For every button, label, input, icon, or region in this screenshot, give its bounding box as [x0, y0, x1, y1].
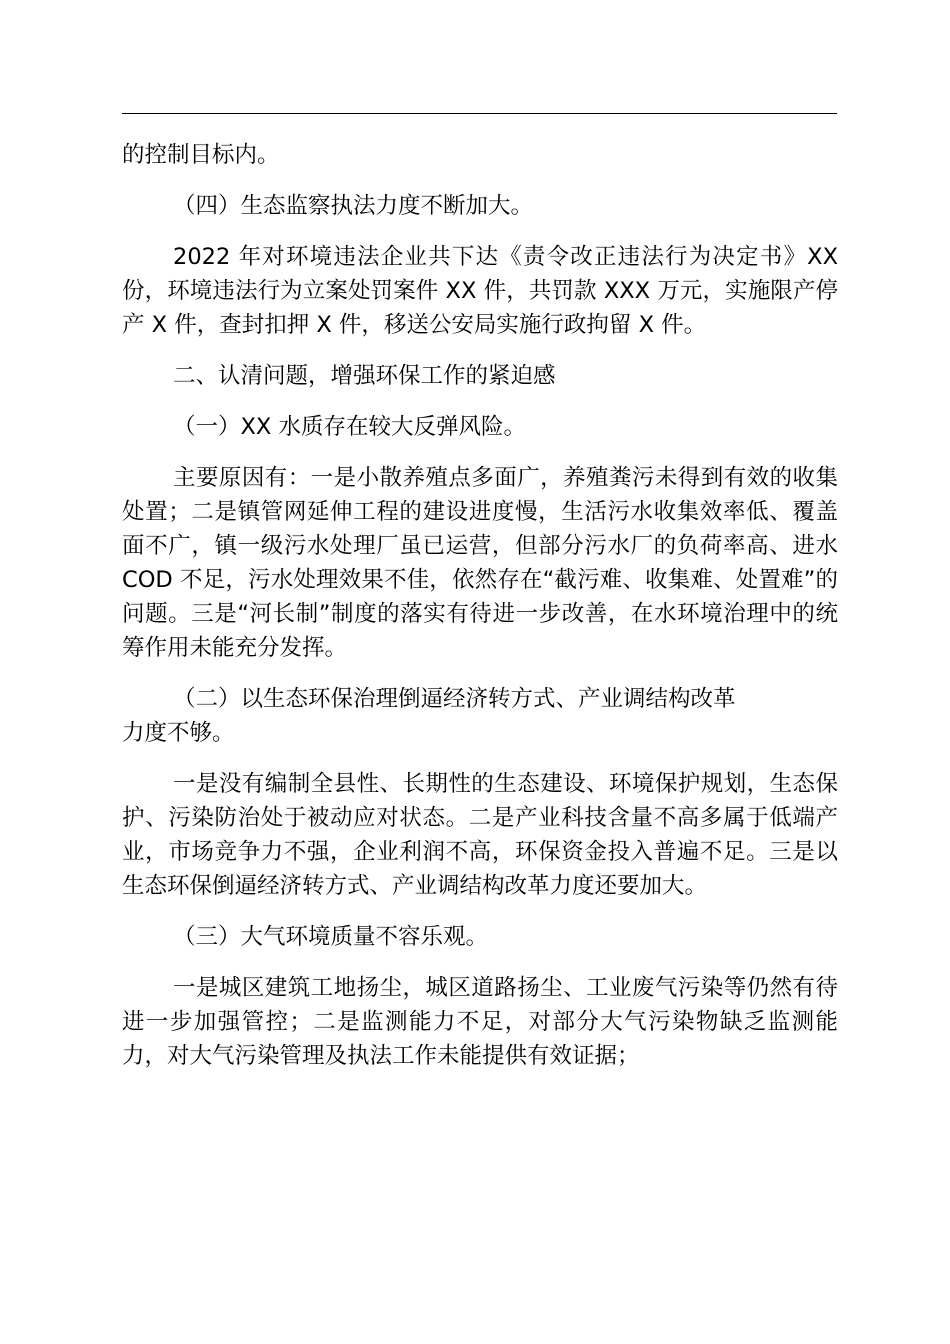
- paragraph-water-quality-causes: 主要原因有：一是小散养殖点多面广，养殖粪污未得到有效的收集处置；二是镇管网延伸工程的建设进度慢，生活污水收集效率低、覆盖面不广，镇一级污水处理厂虽已运营，但部分污水厂的负荷率高、进水 COD 不足，污水处理效果不佳，依然存在“截污难、收集难、处置难”的问题。三是“河长制”制度的落实有待进一步改善，在水环境治理中的统筹作用未能充分发挥。: [122, 465, 838, 661]
- paragraph-enforcement-stats: 2022 年对环境违法企业共下达《责令改正违法行为决定书》XX 份，环境违法行为立案处罚案件 XX 件，共罚款 XXX 万元，实施限产停产 X 件，查封扣押 X 件，移送公安局实施行政拘留 X 件。: [122, 244, 838, 338]
- subheading-three: （三）大气环境质量不容乐观。: [173, 924, 489, 950]
- paragraph-continuation: 的控制目标内。: [122, 142, 280, 168]
- subheading-two-line1: （二）以生态环保治理倒逼经济转方式、产业调结构改革: [173, 686, 736, 712]
- document-body: [122, 138, 838, 1073]
- paragraph-industry-structure: 一是没有编制全县性、长期性的生态建设、环境保护规划，生态保护、污染防治处于被动应对状态。二是产业科技含量不高多属于低端产业，市场竞争力不强，企业利润不高，环保资金投入普遍不足。三是以生态环保倒逼经济转方式、产业调结构改革力度还要加大。: [122, 771, 838, 899]
- paragraph-air-quality: 一是城区建筑工地扬尘，城区道路扬尘、工业废气污染等仍然有待进一步加强管控；二是监测能力不足，对部分大气污染物缺乏监测能力，对大气污染管理及执法工作未能提供有效证据；: [122, 975, 838, 1069]
- header-rule: [122, 113, 837, 114]
- subheading-two-line2: 力度不够。: [122, 720, 235, 746]
- section-heading-two: 二、认清问题，增强环保工作的紧迫感: [173, 363, 556, 389]
- subheading-one: （一）XX 水质存在较大反弹风险。: [173, 414, 526, 440]
- subheading-four: （四）生态监察执法力度不断加大。: [173, 193, 534, 219]
